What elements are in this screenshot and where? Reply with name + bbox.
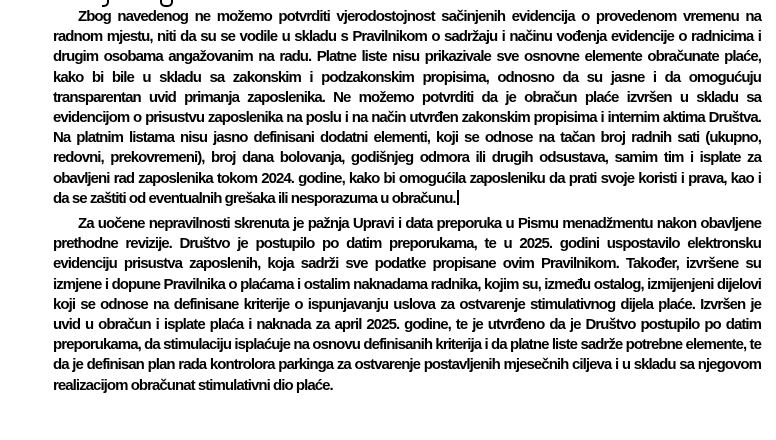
paragraph-1[interactable] bbox=[53, 7, 761, 209]
paragraph-2-text: Za uočene nepravilnosti skrenuta je pažnja Upravi i data preporuka u Pismu menadžmentu nakon obavljene prethodne revizije. Društvo je postupilo po datim preporukama, te u 2025. godini uspostavilo elektronsku evidenciju prisustva zaposlenih, koja sadrži sve podatke propisane ovim Pravilnikom. Također, izvršene su izmjene i dopune Pravilnika o plaćama i ostalim naknadama radnika, kojim su, između ostalog, izmijenjeni dijelovi koji se odnose na definisane kriterije o ispunjavanju uslova za ostvarenje stimulativnog dijela plaće. Izvršen je uvid u obračun i isplate plaća i naknada za april 2025. godine, te je utvrđeno da je Društvo postupilo po datim preporukama, da stimulaciju isplaćuje na osnovu definisanih kriterija i da platne liste sadrže potrebne elemente, te da je definisan plan rada kontrolora parkinga za ostvarenje postavljenih mjesečnih ciljeva i u skladu sa njegovom realizacijom obračunat stimulativni dio plaće. bbox=[53, 215, 761, 394]
text-cursor bbox=[457, 190, 459, 205]
paragraph-1-text: Zbog navedenog ne možemo potvrditi vjerodostojnost sačinjenih evidencija o provedenom vremenu na radnom mjestu, niti da su se vodile u skladu s Pravilnikom o sadržaju i načinu vođenja evidencije o radnicima i drugim osobama angažovanim na radu. Platne liste nisu prikazivale sve osnovne elemente obračunate plaće, kako bi bile u skladu sa zakonskim i podzakonskim propisima, odnosno da su jasne i da omogućuju transparentan uvid primanja zaposlenika. Ne možemo potvrditi da je obračun plaće izvršen u skladu sa evidencijom o prisustvu zaposlenika na poslu i na način utvrđen zakonskim propisima i internim aktima Društva. Na platnim listama nisu jasno definisani dodatni elementi, koji se odnose na tačan broj radnih sati (ukupno, redovni, prekovremeni), broj dana bolovanja, godišnjeg odmora ili drugih odsustava, samim tim i isplate za obavljeni rad zaposlenika tokom 2024. godine, kako bi omogućila zaposleniku da prati svoje koristi i prava, kao i da se zaštiti od eventualnih grešaka ili nesporazuma u obračunu. bbox=[53, 8, 761, 207]
clipped-line-descender-fragment bbox=[102, 0, 109, 7]
clipped-line-descender-fragment bbox=[160, 0, 173, 7]
paragraph-2[interactable] bbox=[53, 214, 761, 396]
document-text-body[interactable] bbox=[53, 7, 761, 396]
